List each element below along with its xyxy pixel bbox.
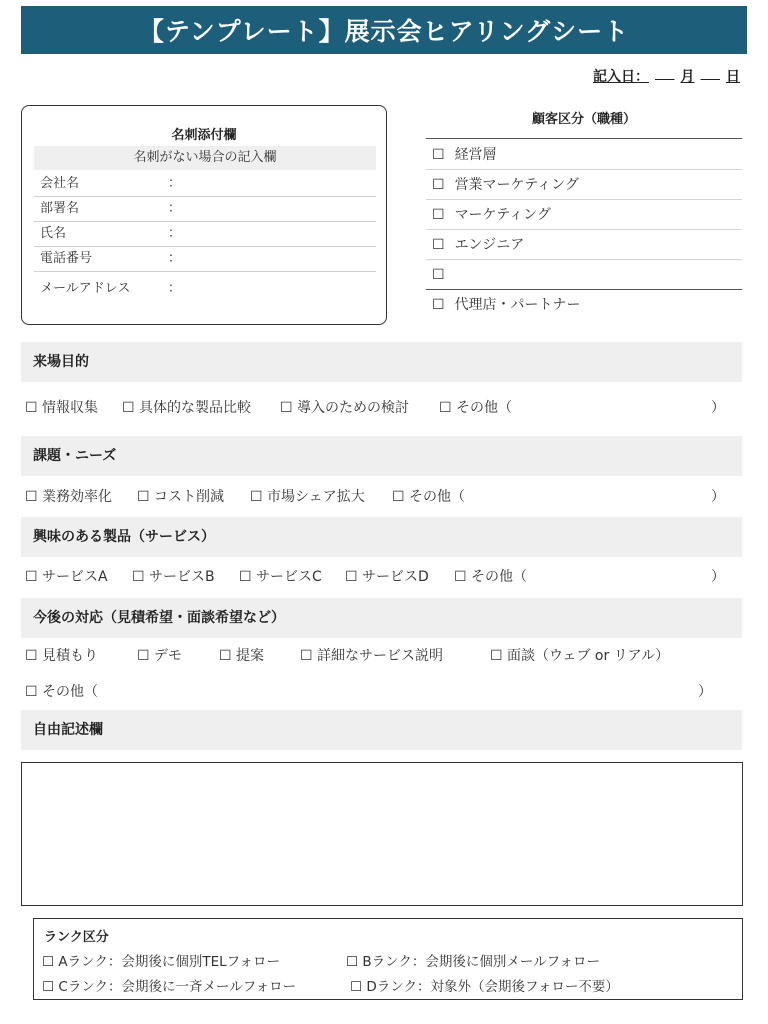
customer-option[interactable]: ☐ 代理店・パートナー: [432, 297, 581, 313]
checkbox-icon[interactable]: ☐: [432, 237, 445, 253]
field-label: メールアドレス: [40, 281, 131, 296]
section-heading-purpose: 来場目的: [21, 342, 742, 382]
customer-option-blank[interactable]: [426, 260, 742, 290]
product-option[interactable]: ☐ サービスC: [239, 569, 322, 585]
customer-category-title: 顧客区分（職種）: [531, 112, 636, 127]
field-department[interactable]: 部署名 ：: [34, 196, 376, 222]
checkbox-icon[interactable]: ☐: [432, 207, 445, 223]
section-heading-needs: 課題・ニーズ: [21, 436, 742, 476]
divider: [426, 138, 742, 139]
purpose-option-other[interactable]: ☐ その他（: [439, 400, 513, 416]
needs-option[interactable]: ☐ コスト削減: [137, 489, 225, 505]
rank-option-b[interactable]: ☐ Bランク：会期後に個別メールフォロー: [346, 954, 600, 970]
purpose-option[interactable]: ☐ 導入のための検討: [280, 400, 410, 416]
rank-option-a[interactable]: ☐ Aランク：会期後に個別TELフォロー: [42, 954, 280, 970]
needs-option[interactable]: ☐ 業務効率化: [25, 489, 113, 505]
checkbox-icon[interactable]: ☐: [300, 648, 313, 664]
followup-option[interactable]: ☐ 面談（ウェブ or リアル）: [490, 648, 670, 664]
rank-option-c[interactable]: ☐ Cランク：会期後に一斉メールフォロー: [42, 979, 297, 995]
checkbox-icon[interactable]: ☐: [25, 648, 38, 664]
followup-option[interactable]: ☐ 見積もり: [25, 648, 99, 664]
needs-options: ☐ 業務効率化 ☐ コスト削減 ☐ 市場シェア拡大 ☐ その他（ ）: [25, 484, 737, 510]
product-option[interactable]: ☐ サービスA: [25, 569, 108, 585]
checkbox-icon[interactable]: ☐: [239, 569, 252, 585]
followup-option[interactable]: ☐ 詳細なサービス説明: [300, 648, 444, 664]
checkbox-icon[interactable]: ☐: [250, 489, 263, 505]
field-label: 氏名: [40, 226, 67, 241]
checkbox-icon[interactable]: ☐: [25, 684, 38, 700]
rank-box: [33, 918, 743, 1000]
checkbox-icon[interactable]: ☐: [346, 954, 359, 970]
followup-other-line: ☐ その他（ ）: [25, 679, 722, 705]
checkbox-icon[interactable]: ☐: [350, 979, 363, 995]
date-day: 日: [726, 69, 740, 85]
free-text-area[interactable]: [21, 762, 743, 906]
section-heading-products: 興味のある製品（サービス）: [21, 517, 742, 557]
field-email[interactable]: メールアドレス ：: [34, 276, 376, 301]
entry-date: [593, 66, 740, 86]
checkbox-icon[interactable]: ☐: [25, 569, 38, 585]
date-month: 月: [680, 69, 695, 85]
needs-option[interactable]: ☐ 市場シェア拡大: [250, 489, 365, 505]
checkbox-icon[interactable]: ☐: [137, 648, 150, 664]
purpose-options: ☐ 情報収集 ☐ 具体的な製品比較 ☐ 導入のための検討 ☐ その他（ ）: [25, 395, 737, 421]
purpose-option[interactable]: ☐ 具体的な製品比較: [122, 400, 252, 416]
page-title: 【テンプレート】展示会ヒアリングシート: [21, 6, 747, 54]
section-heading-free: 自由記述欄: [21, 710, 742, 750]
checkbox-icon[interactable]: ☐: [132, 569, 145, 585]
card-title: 名刺添付欄: [171, 128, 237, 143]
checkbox-icon[interactable]: ☐: [392, 489, 405, 505]
field-name[interactable]: 氏名 ：: [34, 221, 376, 247]
field-phone[interactable]: 電話番号 ：: [34, 246, 376, 272]
checkbox-icon[interactable]: ☐: [122, 400, 135, 416]
rank-title: ランク区分: [44, 930, 109, 945]
checkbox-icon[interactable]: ☐: [219, 648, 232, 664]
checkbox-icon[interactable]: ☐: [432, 147, 445, 163]
checkbox-icon[interactable]: ☐: [42, 979, 55, 995]
customer-option[interactable]: ☐ 営業マーケティング: [426, 170, 742, 200]
checkbox-icon[interactable]: ☐: [280, 400, 293, 416]
product-option[interactable]: ☐ サービスD: [345, 569, 429, 585]
business-card-box: [21, 105, 387, 325]
checkbox-icon[interactable]: ☐: [439, 400, 452, 416]
product-option[interactable]: ☐ サービスB: [132, 569, 215, 585]
customer-option[interactable]: ☐ 経営層: [426, 140, 742, 170]
needs-option-other[interactable]: ☐ その他（: [392, 489, 466, 505]
followup-option[interactable]: ☐ 提案: [219, 648, 265, 664]
followup-option-other[interactable]: ☐ その他（: [25, 684, 99, 700]
checkbox-icon[interactable]: ☐: [42, 954, 55, 970]
card-subtitle: 名刺がない場合の記入欄: [34, 146, 376, 170]
date-label: 記入日：: [593, 69, 649, 85]
checkbox-icon[interactable]: ☐: [25, 489, 38, 505]
rank-option-d[interactable]: ☐ Dランク：対象外（会期後フォロー不要）: [350, 979, 619, 995]
purpose-option[interactable]: ☐ 情報収集: [25, 400, 99, 416]
customer-option[interactable]: ☐ マーケティング: [426, 200, 742, 230]
followup-options: [25, 643, 737, 669]
product-option-other[interactable]: ☐ その他（: [454, 569, 528, 585]
checkbox-icon[interactable]: ☐: [432, 177, 445, 193]
field-label: 電話番号: [40, 251, 93, 266]
checkbox-icon[interactable]: ☐: [454, 569, 467, 585]
field-label: 会社名: [40, 176, 80, 191]
checkbox-icon[interactable]: ☐: [432, 297, 445, 313]
customer-option[interactable]: ☐ エンジニア: [426, 230, 742, 260]
field-label: 部署名: [40, 201, 80, 216]
checkbox-icon[interactable]: ☐: [432, 267, 445, 283]
section-heading-followup: 今後の対応（見積希望・面談希望など）: [21, 598, 742, 638]
checkbox-icon[interactable]: ☐: [137, 489, 150, 505]
followup-option[interactable]: ☐ デモ: [137, 648, 183, 664]
checkbox-icon[interactable]: ☐: [345, 569, 358, 585]
checkbox-icon[interactable]: ☐: [25, 400, 38, 416]
field-company[interactable]: 会社名 ：: [34, 171, 376, 197]
products-options: ☐ サービスA ☐ サービスB ☐ サービスC ☐ サービスD ☐ その他（ ）: [25, 564, 737, 590]
checkbox-icon[interactable]: ☐: [490, 648, 503, 664]
